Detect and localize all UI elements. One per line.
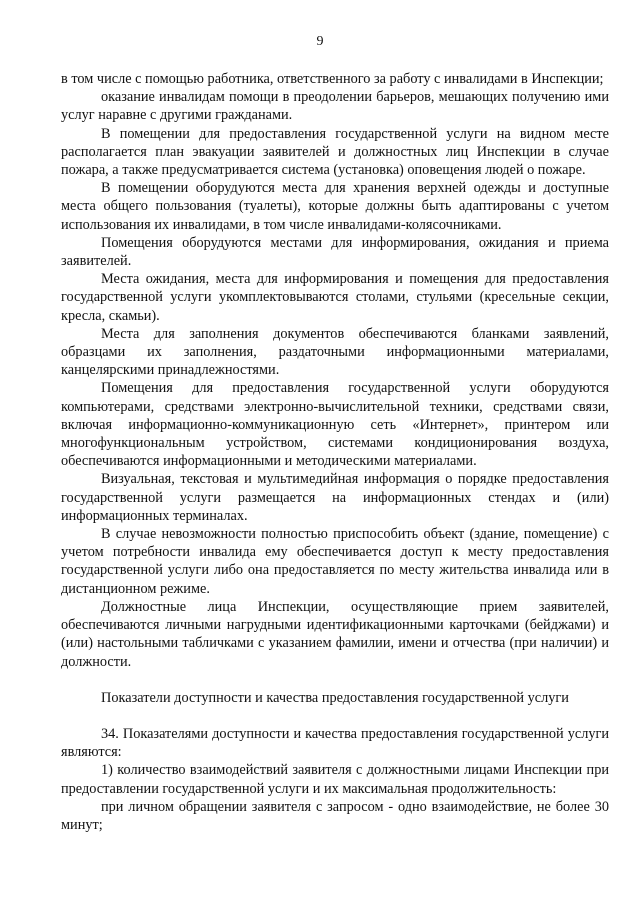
paragraph: В помещении для предоставления государственной услуги на видном месте располагается план эвакуации заявителей и должностных лиц Инспекции в случае пожара, а также предусматривается система (установка) оповещения людей о пожаре. <box>61 125 609 179</box>
page-number: 9 <box>316 34 324 49</box>
paragraph: Места ожидания, места для информирования и помещения для предоставления государственной услуги укомплектовываются столами, стульями (кресельные секции, кресла, скамьи). <box>61 271 609 324</box>
paragraph: В помещении оборудуются места для хранения верхней одежды и доступные места общего пользования (туалеты), которые должны быть адаптированы с учетом использования их инвалидами, в том числе инвалидами-колясочниками. <box>61 180 609 233</box>
section-heading: Показатели доступности и качества предоставления государственной услуги <box>101 689 569 706</box>
paragraph: Места для заполнения документов обеспечиваются бланками заявлений, образцами их заполнения, раздаточными информационными материалами, канцелярскими принадлежностями. <box>61 325 609 379</box>
paragraph-list-item: 1) количество взаимодействий заявителя с должностными лицами Инспекции при предоставлении государственной услуги и их максимальная продолжительность: <box>61 762 609 797</box>
paragraph: Визуальная, текстовая и мультимедийная информация о порядке предоставления государственной услуги размещается на информационных стендах и (или) информационных терминалах. <box>61 471 609 524</box>
paragraph: Помещения для предоставления государственной услуги оборудуются компьютерами, средствами электронно-вычислительной техники, средствами связи, включая информационно-коммуникационную сеть «Интернет», принтером или многофункциональным устройством, системами кондиционирования воздуха, обеспечиваются информационными и методическими материалами. <box>61 380 609 470</box>
document-body <box>61 70 609 834</box>
paragraph: В случае невозможности полностью приспособить объект (здание, помещение) с учетом потребности инвалида ему обеспечивается доступ к месту предоставления государственной услуги либо она предоставляется по месту жительства инвалида или в дистанционном режиме. <box>61 526 609 597</box>
paragraph-continuation: в том числе с помощью работника, ответственного за работу с инвалидами в Инспекции; <box>61 71 604 87</box>
paragraph: Помещения оборудуются местами для информирования, ожидания и приема заявителей. <box>61 234 609 270</box>
paragraph: Должностные лица Инспекции, осуществляющие прием заявителей, обеспечиваются личными нагрудными идентификационными карточками (бейджами) и (или) настольными табличками с указанием фамилии, имени и отчества (при наличии) и должности. <box>61 598 609 670</box>
paragraph-numbered-clause: 34. Показателями доступности и качества предоставления государственной услуги являются: <box>61 725 609 761</box>
paragraph: оказание инвалидам помощи в преодолении барьеров, мешающих получению ими услуг наравне с другими гражданами. <box>61 89 609 124</box>
paragraph: при личном обращении заявителя с запросом - одно взаимодействие, не более 30 минут; <box>61 798 609 833</box>
